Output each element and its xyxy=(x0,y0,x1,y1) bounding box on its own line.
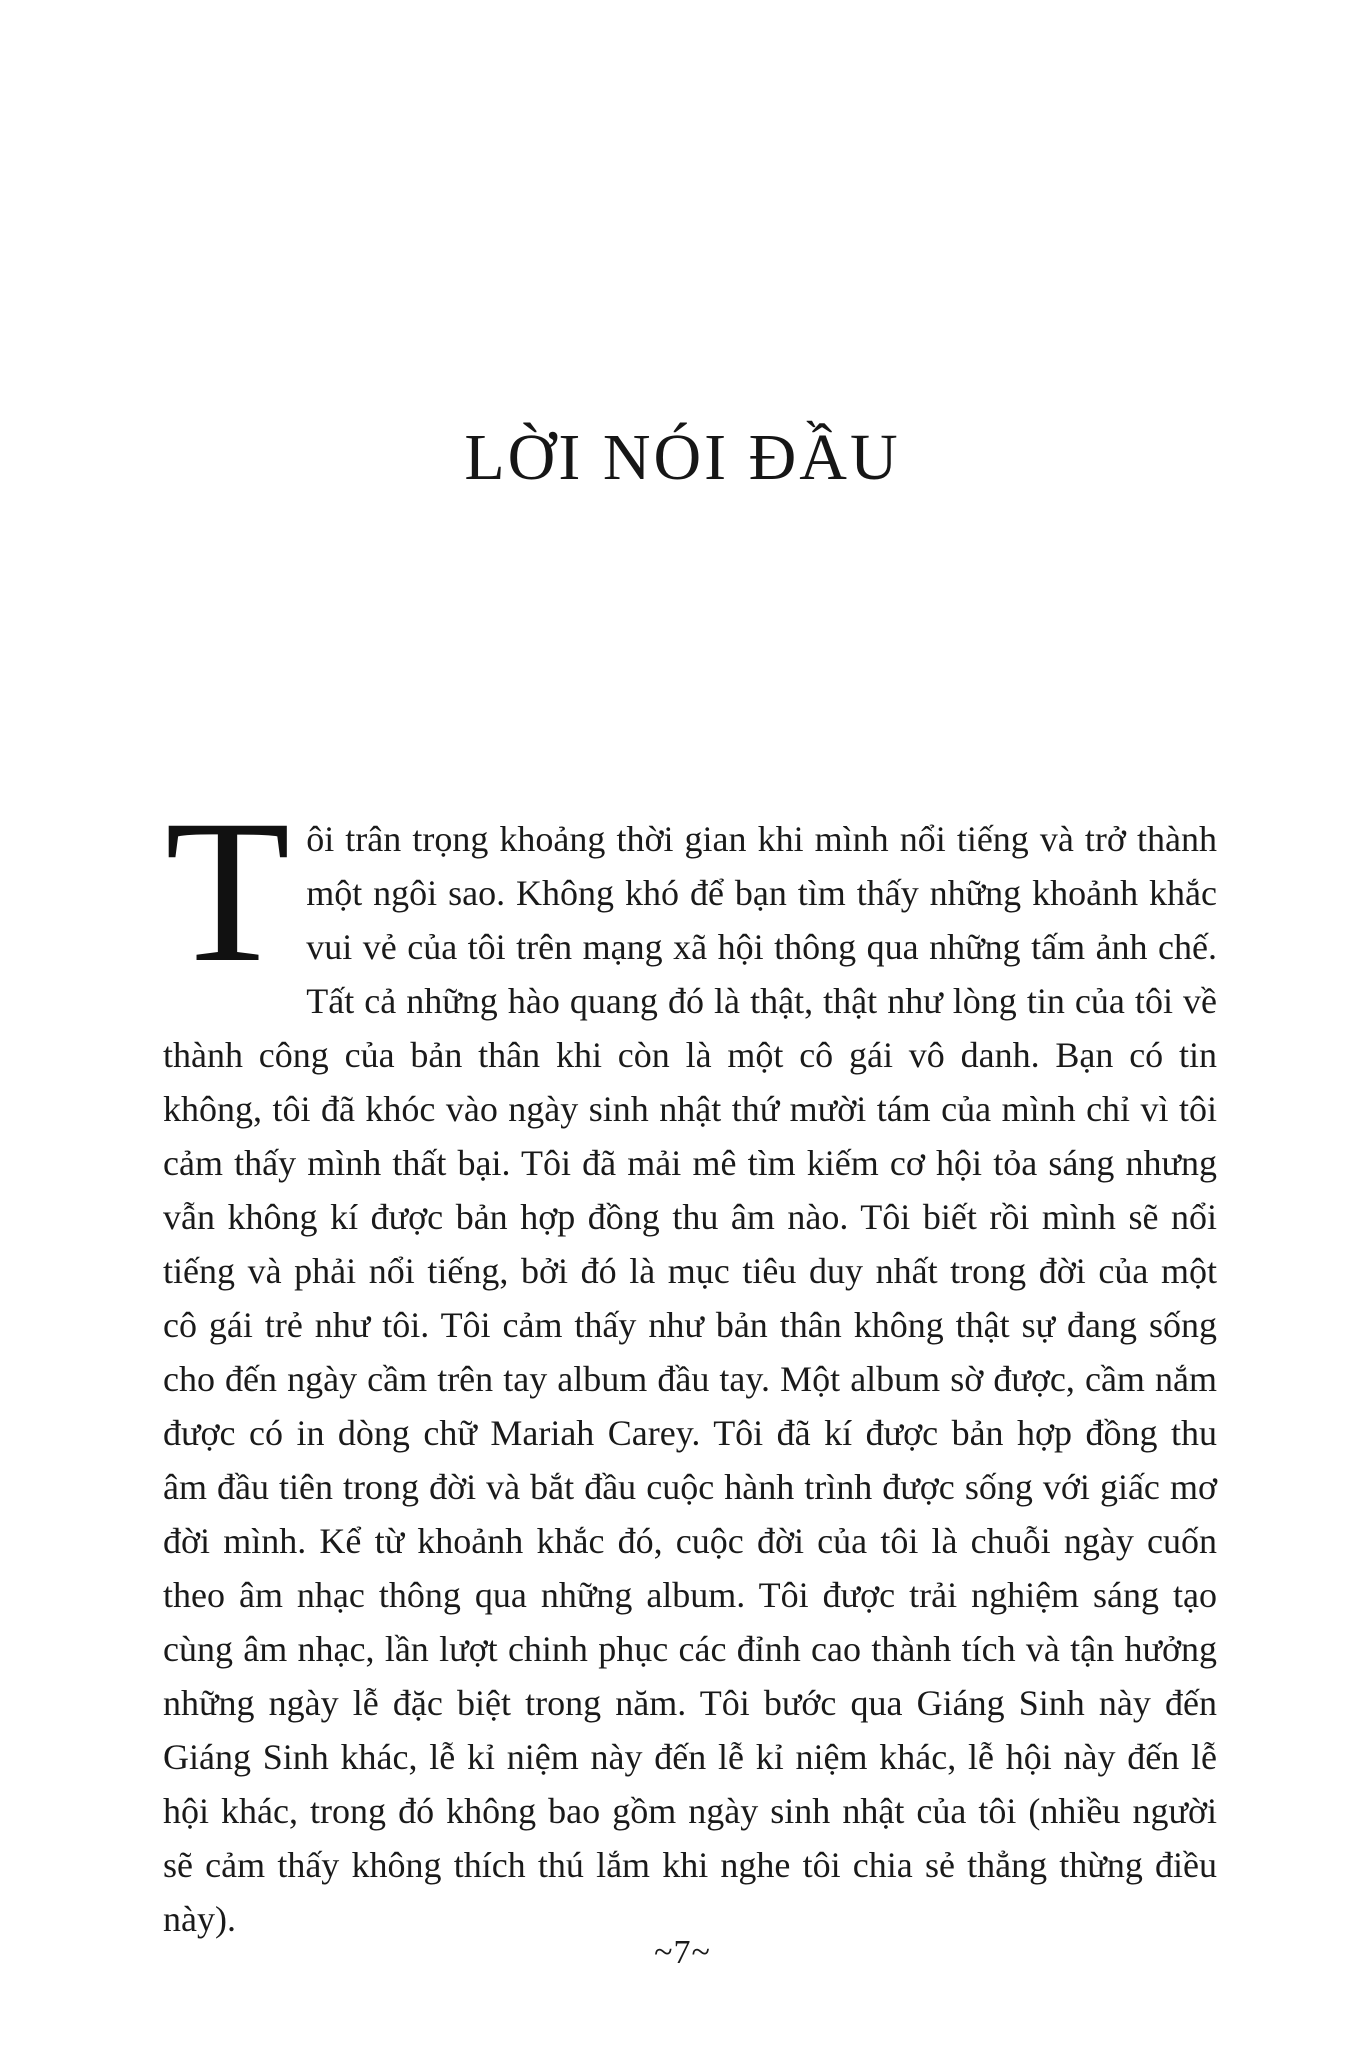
paragraph-text: ôi trân trọng khoảng thời gian khi mình nổi tiếng và trở thành một ngôi sao. Không khó để bạn tìm thấy những khoảnh khắc vui vẻ của tôi trên mạng xã hội thông qua những tấm ảnh chế. Tất cả những hào quang đó là thật, thật như lòng tin của tôi về thành công của bản thân khi còn là một cô gái vô danh. Bạn có tin không, tôi đã khóc vào ngày sinh nhật thứ mười tám của mình chỉ vì tôi cảm thấy mình thất bại. Tôi đã mải mê tìm kiếm cơ hội tỏa sáng nhưng vẫn không kí được bản hợp đồng thu âm nào. Tôi biết rồi mình sẽ nổi tiếng và phải nổi tiếng, bởi đó là mục tiêu duy nhất trong đời của một cô gái trẻ như tôi. Tôi cảm thấy như bản thân không thật sự đang sống cho đến ngày cầm trên tay album đầu tay. Một album sờ được, cầm nắm được có in dòng chữ Mariah Carey. Tôi đã kí được bản hợp đồng thu âm đầu tiên trong đời và bắt đầu cuộc hành trình được sống với giấc mơ đời mình. Kể từ khoảnh khắc đó, cuộc đời của tôi là chuỗi ngày cuốn theo âm nhạc thông qua những album. Tôi được trải nghiệm sáng tạo cùng âm nhạc, lần lượt chinh phục các đỉnh cao thành tích và tận hưởng những ngày lễ đặc biệt trong năm. Tôi bước qua Giáng Sinh này đến Giáng Sinh khác, lễ kỉ niệm này đến lễ kỉ niệm khác, lễ hội này đến lễ hội khác, trong đó không bao gồm ngày sinh nhật của tôi (nhiều người sẽ cảm thấy không thích thú lắm khi nghe tôi chia sẻ thẳng thừng điều này). xyxy=(163,819,1217,1939)
preface-paragraph xyxy=(163,778,1217,1946)
page-title: LỜI NÓI ĐẦU xyxy=(464,421,901,495)
drop-cap: T xyxy=(165,778,291,1005)
page-number: ~7~ xyxy=(654,1934,711,1971)
